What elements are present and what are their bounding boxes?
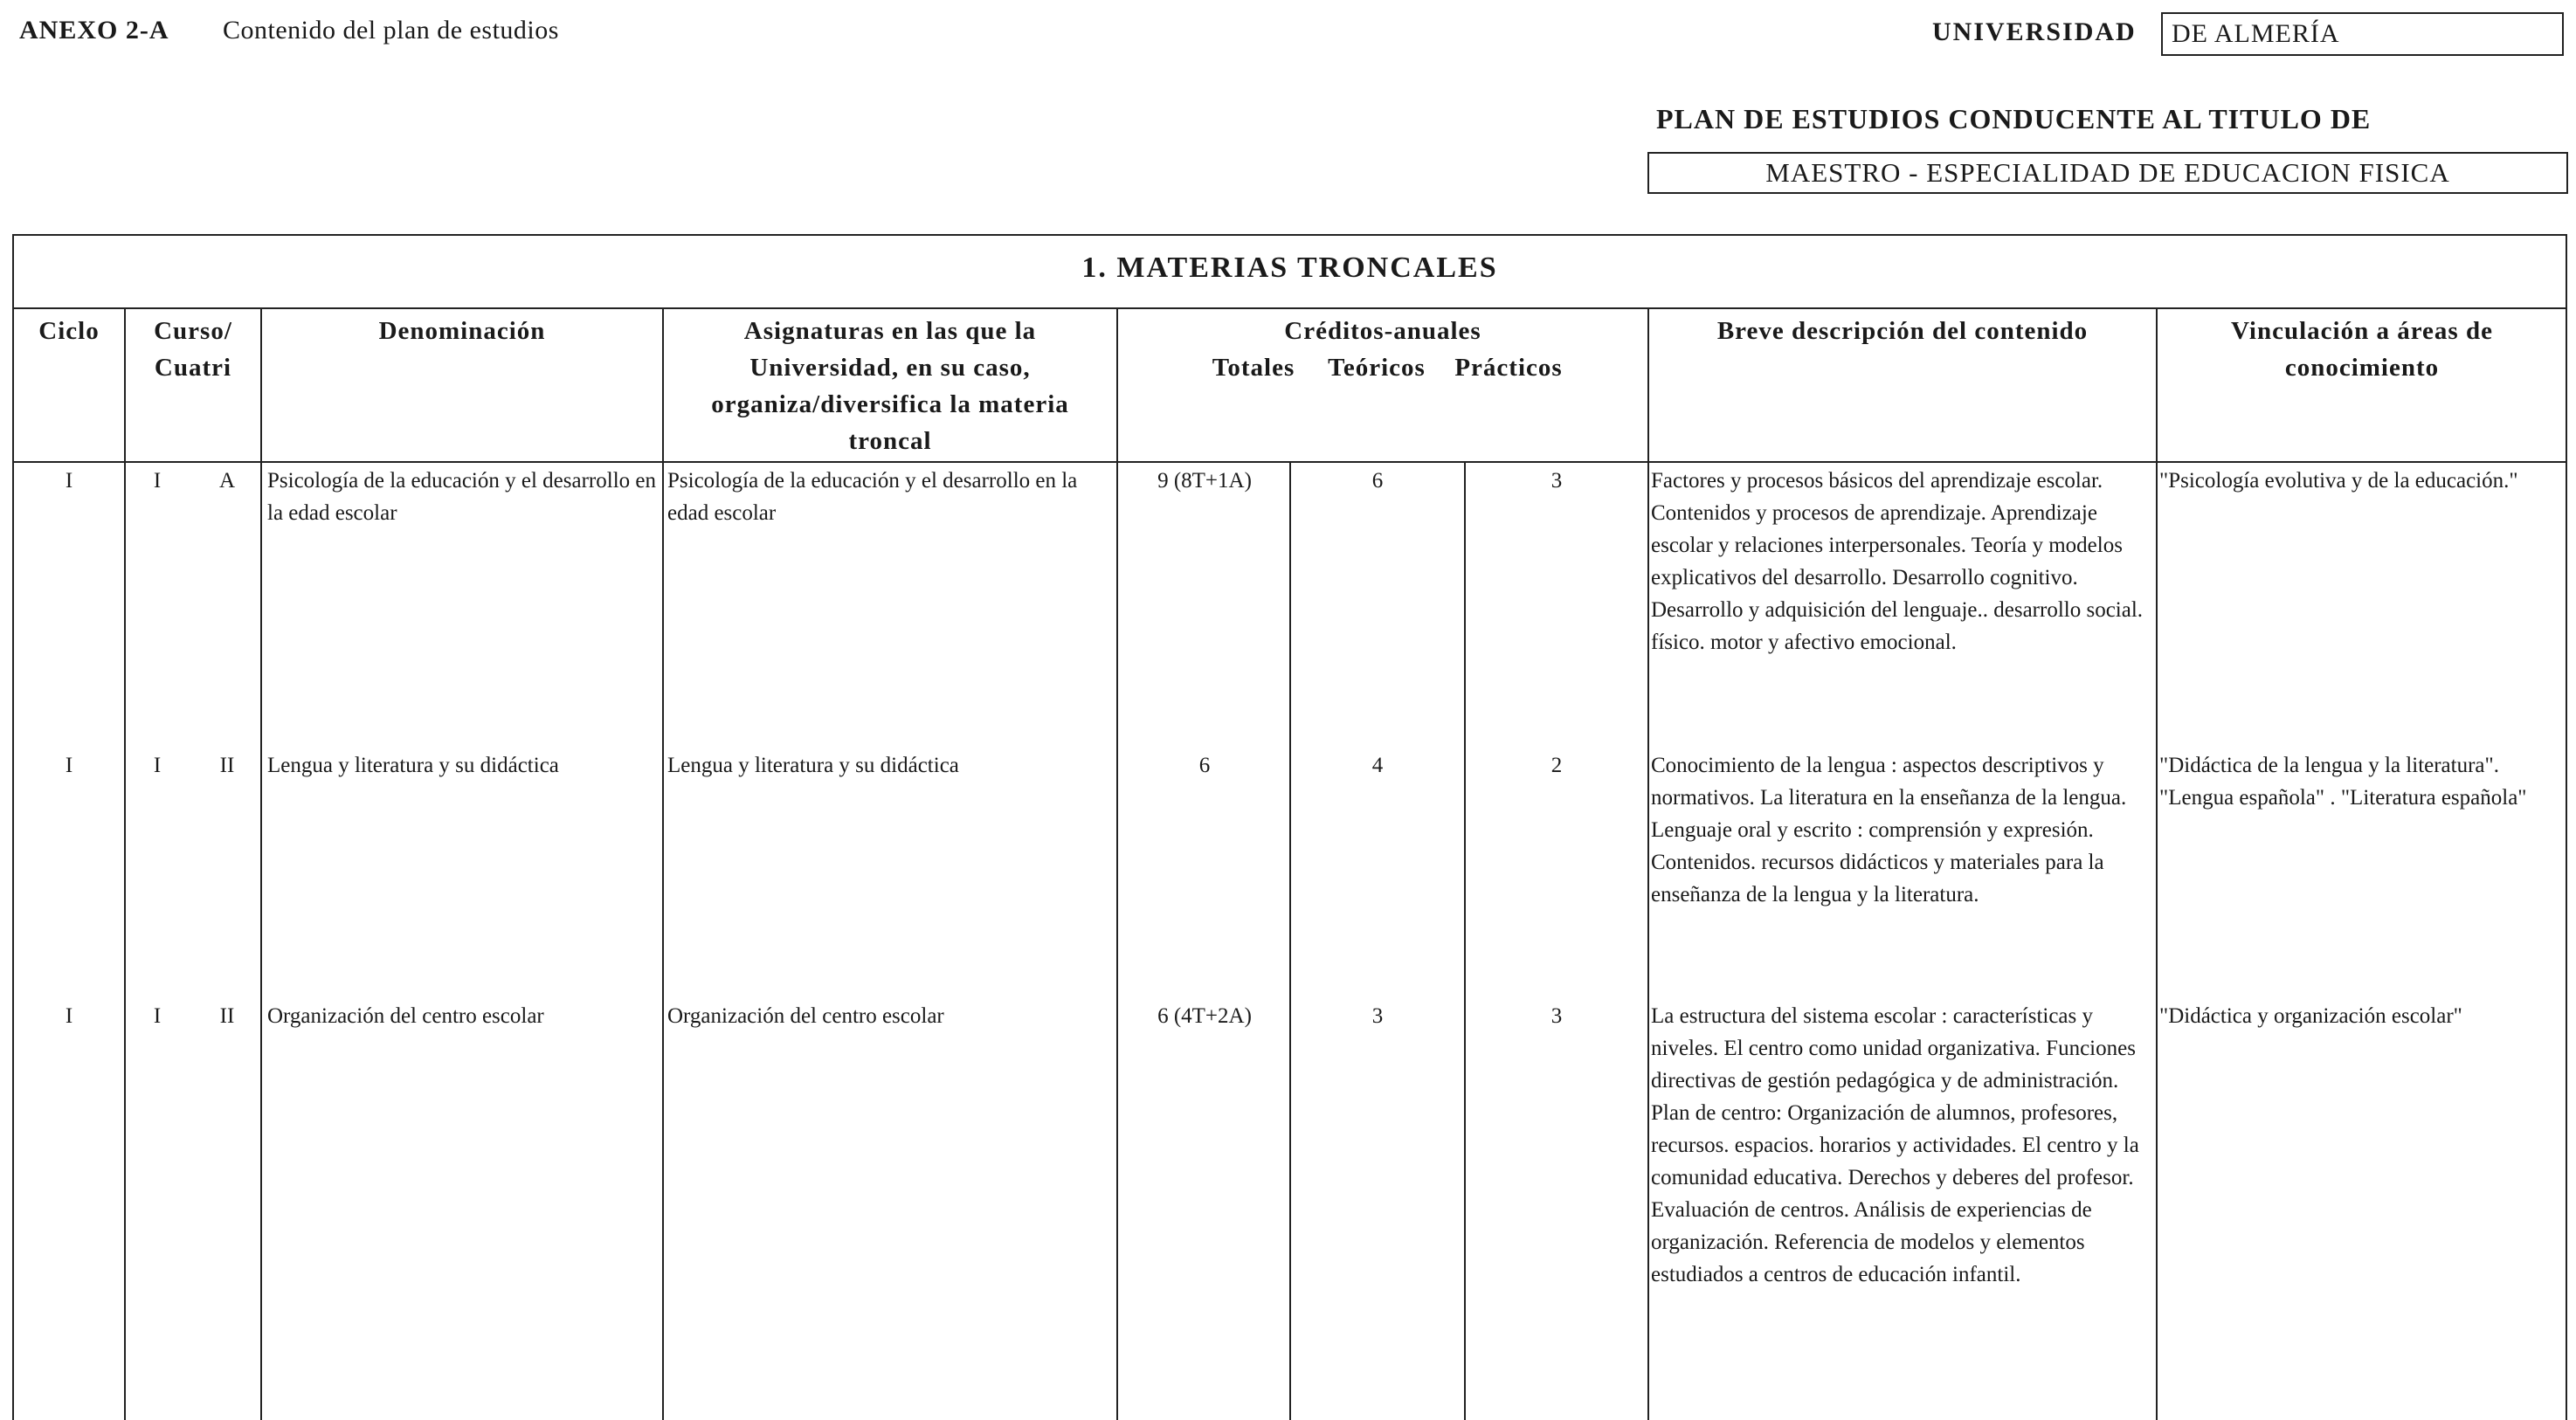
row2-vinculacion: "Didáctica de la lengua y la literatura". "Lengua española" . "Literatura española" (2159, 754, 2527, 810)
section-title: 1. MATERIAS TRONCALES (1081, 252, 1498, 284)
header-denominacion: Denominación (378, 317, 546, 345)
row1-cuatri: A (218, 469, 236, 493)
row3-cuatri: II (219, 1004, 235, 1028)
university-label: UNIVERSIDAD (1932, 17, 2137, 46)
row2-practicos: 2 (1550, 754, 1563, 777)
row3-practicos: 3 (1550, 1004, 1563, 1028)
col-divider-curso (260, 307, 262, 1420)
header-ciclo: Ciclo (38, 317, 100, 345)
row2-descripcion: Conocimiento de la lengua : aspectos descriptivos y normativos. La literatura en la enseñanza de la lengua. Lenguaje oral y escrito : comprensión y expresión. Contenidos. recursos didácticos y materiales para la enseñanza de la lengua y la literatura. (1651, 754, 2127, 906)
row1-ciclo: I (65, 469, 73, 493)
row1-curso: I (153, 469, 162, 493)
row3-totales: 6 (4T+2A) (1157, 1004, 1252, 1028)
row2-ciclo: I (65, 754, 73, 777)
col-divider-denominacion (662, 307, 664, 1420)
row2-cuatri: II (219, 754, 235, 777)
header-teoricos: Teóricos (1328, 354, 1426, 382)
degree-title-box: MAESTRO - ESPECIALIDAD DE EDUCACION FISICA (1647, 152, 2568, 194)
row1-asignaturas: Psicología de la educación y el desarrollo en la edad escolar (667, 469, 1078, 525)
col-divider-creditos (1647, 307, 1649, 1420)
row3-denominacion: Organización del centro escolar (267, 1004, 544, 1028)
row3-descripcion: La estructura del sistema escolar : características y niveles. El centro como unidad organizativa. Funciones directivas de gestión pedagógica y de administración. Plan de centro: Organización de alumnos, profesores, recursos. espacios. horarios y actividades. El centro y la comunidad educativa. Derechos y deberes del profesor. Evaluación de centros. Análisis de experiencias de organización. Referencia de modelos y elementos estudiados a centros de educación infantil. (1651, 1004, 2139, 1286)
col-divider-teoricos (1464, 461, 1466, 1420)
row2-curso: I (153, 754, 162, 777)
row2-totales: 6 (1198, 754, 1211, 777)
header-cuatri: Cuatri (154, 354, 232, 382)
annex-id: ANEXO 2-A (19, 16, 169, 45)
row2-asignaturas: Lengua y literatura y su didáctica (667, 754, 959, 777)
row3-teoricos: 3 (1371, 1004, 1384, 1028)
row2-teoricos: 4 (1371, 754, 1384, 777)
row1-practicos: 3 (1550, 469, 1563, 493)
row1-denominacion: Psicología de la educación y el desarrollo en la edad escolar (267, 469, 656, 525)
header-totales: Totales (1212, 354, 1295, 382)
row2-denominacion: Lengua y literatura y su didáctica (267, 754, 559, 777)
row3-curso: I (153, 1004, 162, 1028)
row3-ciclo: I (65, 1004, 73, 1028)
header-asignaturas: Asignaturas en las que la Universidad, en su caso, organiza/diversifica la materia troncal (711, 317, 1069, 455)
annex-title: Contenido del plan de estudios (223, 16, 559, 45)
row1-totales: 9 (8T+1A) (1157, 469, 1252, 493)
header-creditos: Créditos-anuales (1284, 317, 1481, 345)
row1-teoricos: 6 (1371, 469, 1384, 493)
col-divider-totales (1289, 461, 1291, 1420)
plan-heading: PLAN DE ESTUDIOS CONDUCENTE AL TITULO DE (1656, 103, 2372, 134)
col-divider-asignaturas (1116, 307, 1118, 1420)
header-vinculacion: Vinculación a áreas de conocimiento (2231, 317, 2493, 382)
header-curso: Curso/ (154, 317, 232, 345)
row3-vinculacion: "Didáctica y organización escolar" (2159, 1004, 2462, 1028)
col-divider-descripcion (2156, 307, 2158, 1420)
header-descripcion: Breve descripción del contenido (1716, 317, 2089, 345)
header-practicos: Prácticos (1454, 354, 1563, 382)
col-divider-ciclo (124, 307, 126, 1420)
university-name-box: DE ALMERÍA (2161, 12, 2564, 56)
row3-asignaturas: Organización del centro escolar (667, 1004, 944, 1028)
section-title-divider (12, 307, 2567, 309)
row1-vinculacion: "Psicología evolutiva y de la educación." (2159, 469, 2518, 493)
row1-descripcion: Factores y procesos básicos del aprendizaje escolar. Contenidos y procesos de aprendizaje. Aprendizaje escolar y relaciones interpersonales. Teoría y modelos explicativos del desarrollo. Desarrollo cognitivo. Desarrollo y adquisición del lenguaje.. desarrollo social. físico. motor y afectivo emocional. (1651, 469, 2144, 654)
